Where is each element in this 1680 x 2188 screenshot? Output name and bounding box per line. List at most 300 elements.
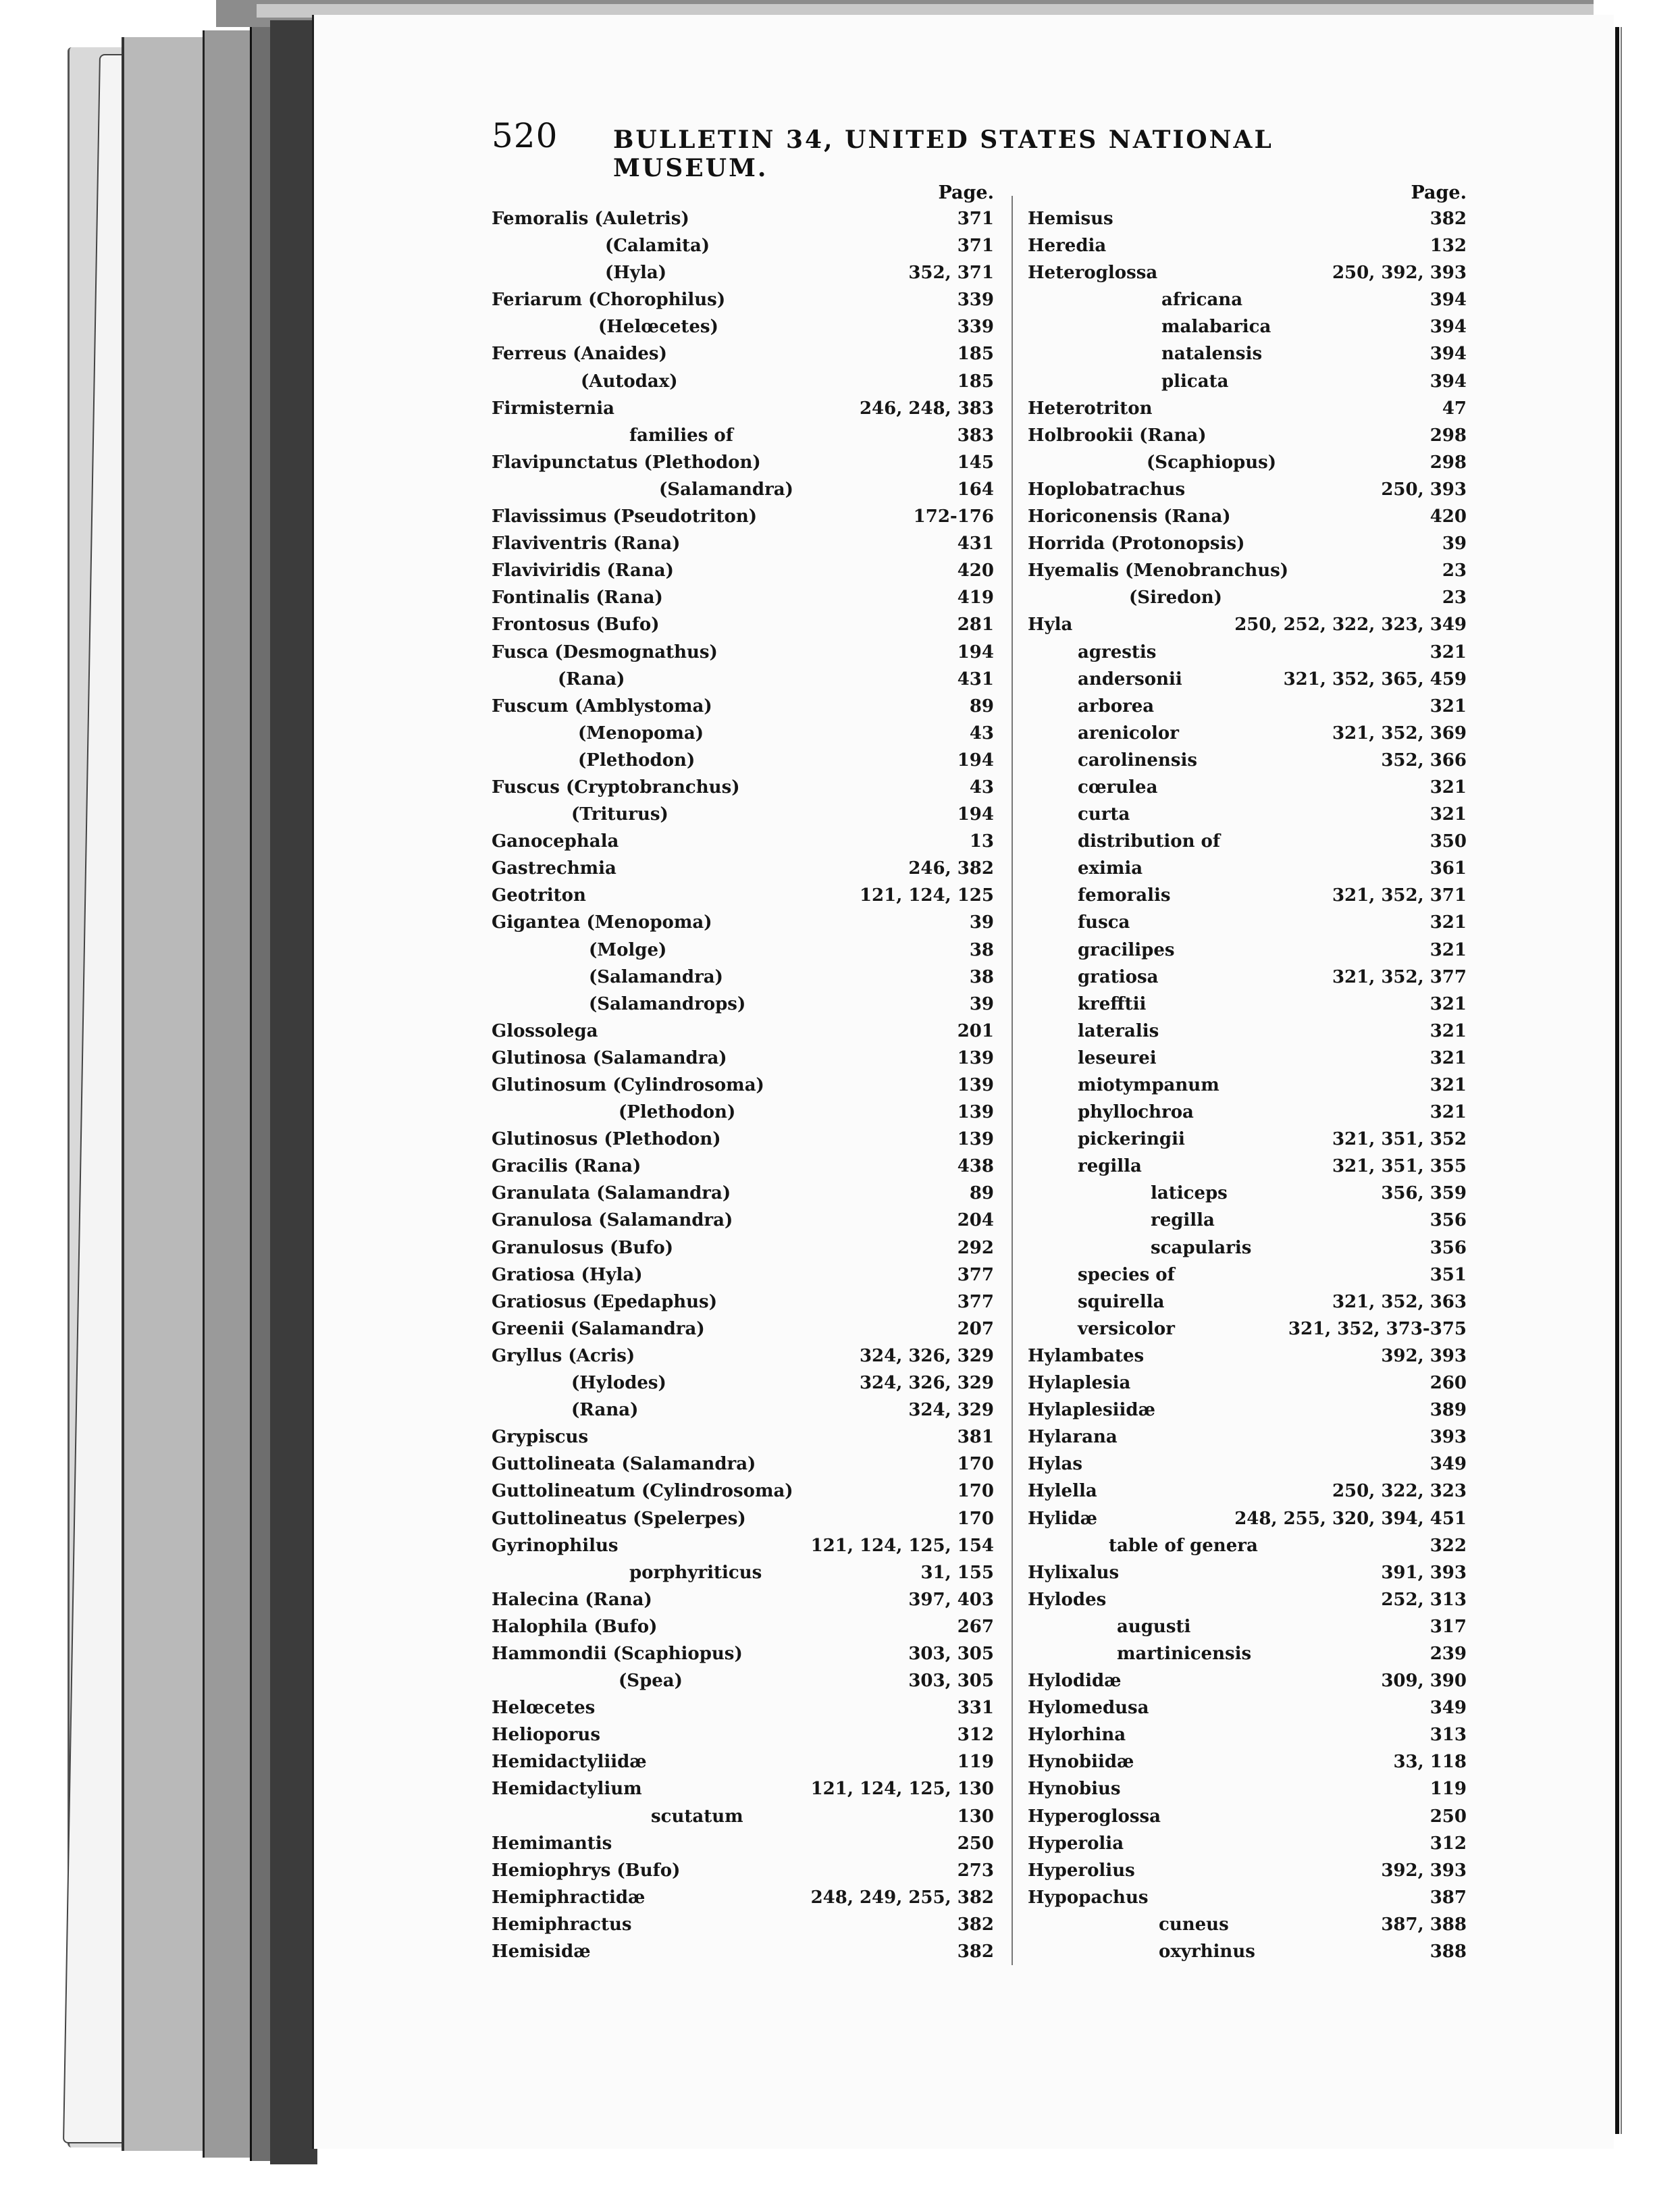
index-entry bbox=[492, 1803, 994, 1830]
index-entry bbox=[1028, 1180, 1467, 1207]
index-term: Glossolega bbox=[492, 1018, 604, 1045]
index-entry bbox=[492, 1586, 994, 1613]
page-reference: 303, 305 bbox=[904, 1667, 994, 1694]
page-reference: 139 bbox=[953, 1126, 994, 1153]
page-reference: 339 bbox=[953, 313, 994, 340]
page-reference: 321, 352, 377 bbox=[1328, 964, 1467, 991]
dot-leader bbox=[1236, 503, 1423, 530]
dot-leader bbox=[685, 1857, 951, 1884]
page-reference: 194 bbox=[953, 747, 994, 774]
dot-leader bbox=[652, 1748, 951, 1775]
index-term: Gyrinophilus bbox=[492, 1532, 624, 1559]
index-entry bbox=[492, 1694, 994, 1721]
page-reference: 382 bbox=[953, 1911, 994, 1938]
dot-leader bbox=[1119, 205, 1423, 232]
dot-leader bbox=[644, 1397, 901, 1424]
index-entry bbox=[1028, 1234, 1467, 1261]
index-entry bbox=[492, 1045, 994, 1072]
dot-leader bbox=[596, 1938, 951, 1965]
index-term: Hylidæ bbox=[1028, 1505, 1103, 1532]
dot-leader bbox=[648, 1775, 804, 1802]
page-reference: 321, 351, 352 bbox=[1328, 1126, 1467, 1153]
index-term: augusti bbox=[1117, 1613, 1196, 1640]
dot-leader bbox=[658, 1586, 901, 1613]
dot-leader bbox=[1180, 1261, 1423, 1288]
page-reference: 377 bbox=[953, 1261, 994, 1288]
index-term: (Triturus) bbox=[571, 801, 674, 828]
dot-leader bbox=[718, 693, 963, 720]
dot-leader bbox=[592, 882, 853, 909]
dot-leader bbox=[709, 720, 963, 747]
dot-leader bbox=[1199, 1099, 1423, 1126]
index-term: Flaviventris (Rana) bbox=[492, 530, 685, 557]
page-reference: 387 bbox=[1426, 1884, 1467, 1911]
index-term: fusca bbox=[1078, 909, 1135, 936]
index-entry bbox=[1028, 639, 1467, 666]
index-entry bbox=[1028, 1857, 1467, 1884]
dot-leader bbox=[1234, 368, 1423, 395]
index-entry bbox=[492, 313, 994, 340]
dot-leader bbox=[799, 476, 951, 503]
index-entry bbox=[492, 1018, 994, 1045]
index-entry bbox=[1028, 1478, 1467, 1505]
index-term: Geotriton bbox=[492, 882, 592, 909]
page-reference: 352, 371 bbox=[904, 259, 994, 286]
index-entry bbox=[492, 232, 994, 259]
page-reference: 371 bbox=[953, 205, 994, 232]
index-entry bbox=[492, 720, 994, 747]
index-term: distribution of bbox=[1078, 828, 1226, 855]
dot-leader bbox=[1190, 476, 1374, 503]
page-reference: 246, 248, 383 bbox=[856, 395, 994, 422]
dot-leader bbox=[637, 1911, 951, 1938]
page-reference: 38 bbox=[966, 937, 994, 964]
page-reference: 139 bbox=[953, 1072, 994, 1099]
index-term: africana bbox=[1161, 286, 1248, 313]
index-entry bbox=[492, 747, 994, 774]
page-number: 520 bbox=[492, 116, 558, 155]
page-reference: 420 bbox=[1426, 503, 1467, 530]
index-entry bbox=[1028, 801, 1467, 828]
dot-leader bbox=[1163, 259, 1325, 286]
index-term: (Menopoma) bbox=[578, 720, 709, 747]
dot-leader bbox=[1261, 1938, 1423, 1965]
index-term: lateralis bbox=[1078, 1018, 1164, 1045]
index-entry bbox=[1028, 1748, 1467, 1775]
index-term: (Calamita) bbox=[605, 232, 715, 259]
index-entry bbox=[1028, 937, 1467, 964]
index-term: Helœcetes bbox=[492, 1694, 600, 1721]
page-reference: 381 bbox=[953, 1424, 994, 1451]
page-reference: 383 bbox=[953, 422, 994, 449]
page-reference: 420 bbox=[953, 557, 994, 584]
dot-leader bbox=[724, 313, 951, 340]
dot-leader bbox=[662, 1613, 951, 1640]
index-entry bbox=[492, 1532, 994, 1559]
dot-leader bbox=[622, 855, 901, 882]
dot-leader bbox=[1148, 855, 1423, 882]
index-term: Hylaplesia bbox=[1028, 1370, 1136, 1397]
dot-leader bbox=[1263, 1532, 1423, 1559]
index-term: (Salamandrops) bbox=[589, 991, 751, 1018]
index-entry bbox=[492, 1884, 994, 1911]
dot-leader bbox=[1294, 557, 1436, 584]
index-entry bbox=[492, 937, 994, 964]
dot-leader bbox=[1158, 395, 1436, 422]
index-term: carolinensis bbox=[1078, 747, 1203, 774]
index-term: arborea bbox=[1078, 693, 1159, 720]
index-term: Hammondii (Scaphiopus) bbox=[492, 1640, 748, 1667]
page-reference: 119 bbox=[953, 1748, 994, 1775]
index-term: (Helœcetes) bbox=[598, 313, 724, 340]
index-entry bbox=[1028, 1640, 1467, 1667]
index-term: porphyriticus bbox=[629, 1559, 767, 1586]
dot-leader bbox=[1164, 1018, 1423, 1045]
index-term: Hylodes bbox=[1028, 1586, 1111, 1613]
page-reference: 387, 388 bbox=[1377, 1911, 1467, 1938]
page-reference: 388 bbox=[1426, 1938, 1467, 1965]
index-term: Hynobius bbox=[1028, 1775, 1126, 1802]
index-entry bbox=[492, 1316, 994, 1343]
dot-leader bbox=[1111, 232, 1423, 259]
index-entry bbox=[1028, 1830, 1467, 1857]
index-entry bbox=[492, 1397, 994, 1424]
dot-leader bbox=[767, 1559, 914, 1586]
dot-leader bbox=[1188, 666, 1277, 693]
dot-leader bbox=[1180, 1316, 1282, 1343]
dot-leader bbox=[718, 909, 963, 936]
page-reference: 389 bbox=[1426, 1397, 1467, 1424]
index-entry bbox=[492, 1424, 994, 1451]
page-reference: 207 bbox=[953, 1316, 994, 1343]
index-term: scutatum bbox=[651, 1803, 749, 1830]
page-reference: 324, 326, 329 bbox=[856, 1343, 994, 1370]
page-reference: 394 bbox=[1426, 313, 1467, 340]
index-entry bbox=[492, 1911, 994, 1938]
dot-leader bbox=[1257, 1640, 1423, 1667]
dot-leader bbox=[731, 286, 951, 313]
dot-leader bbox=[1136, 1370, 1423, 1397]
dot-leader bbox=[650, 1884, 804, 1911]
dot-leader bbox=[1196, 1613, 1423, 1640]
index-term: Hemidactylium bbox=[492, 1775, 648, 1802]
page-reference: 132 bbox=[1426, 232, 1467, 259]
index-term: eximia bbox=[1078, 855, 1148, 882]
index-entry bbox=[492, 1343, 994, 1370]
dot-leader bbox=[1126, 1667, 1374, 1694]
page-reference: 312 bbox=[1426, 1830, 1467, 1857]
index-entry bbox=[492, 1721, 994, 1748]
page-reference: 298 bbox=[1426, 449, 1467, 476]
index-term: malabarica bbox=[1161, 313, 1276, 340]
dot-leader bbox=[723, 1288, 951, 1316]
dot-leader bbox=[752, 1505, 951, 1532]
dot-leader bbox=[1124, 1559, 1374, 1586]
page-reference: 89 bbox=[966, 1180, 994, 1207]
index-entry bbox=[492, 340, 994, 367]
index-entry bbox=[1028, 1099, 1467, 1126]
page-reference: 194 bbox=[953, 801, 994, 828]
page-reference: 252, 313 bbox=[1377, 1586, 1467, 1613]
dot-leader bbox=[1190, 1126, 1325, 1153]
index-term: regilla bbox=[1151, 1207, 1220, 1234]
index-term: Gigantea (Menopoma) bbox=[492, 909, 718, 936]
index-term: Hemisus bbox=[1028, 205, 1119, 232]
index-term: miotympanum bbox=[1078, 1072, 1225, 1099]
index-entry bbox=[1028, 1559, 1467, 1586]
index-entry bbox=[492, 1938, 994, 1965]
index-entry bbox=[492, 639, 994, 666]
index-entry bbox=[1028, 693, 1467, 720]
index-entry bbox=[1028, 747, 1467, 774]
dot-leader bbox=[1257, 1234, 1423, 1261]
index-term: Grypiscus bbox=[492, 1424, 594, 1451]
dot-leader bbox=[1129, 1830, 1423, 1857]
index-entry bbox=[492, 774, 994, 801]
dot-leader bbox=[1226, 828, 1423, 855]
index-entry bbox=[1028, 855, 1467, 882]
index-term: Hylixalus bbox=[1028, 1559, 1124, 1586]
index-entry bbox=[1028, 611, 1467, 638]
page-reference: 321 bbox=[1426, 1018, 1467, 1045]
index-entry bbox=[492, 395, 994, 422]
dot-leader bbox=[1154, 1884, 1423, 1911]
page-reference: 23 bbox=[1438, 584, 1467, 611]
index-entry bbox=[1028, 1451, 1467, 1478]
dot-leader bbox=[688, 1667, 901, 1694]
dot-leader bbox=[1212, 422, 1423, 449]
index-term: Hylorhina bbox=[1028, 1721, 1131, 1748]
page-reference: 119 bbox=[1426, 1775, 1467, 1802]
index-entry bbox=[1028, 340, 1467, 367]
index-entry bbox=[1028, 1911, 1467, 1938]
page-reference: 201 bbox=[953, 1018, 994, 1045]
page-reference: 317 bbox=[1426, 1613, 1467, 1640]
index-term: regilla bbox=[1078, 1153, 1147, 1180]
index-entry bbox=[1028, 964, 1467, 991]
index-entry bbox=[492, 1613, 994, 1640]
page-reference: 33, 118 bbox=[1389, 1748, 1467, 1775]
dot-leader bbox=[1155, 1694, 1423, 1721]
index-term: Hemiphractidæ bbox=[492, 1884, 650, 1911]
index-term: Heredia bbox=[1028, 232, 1111, 259]
index-term: Hyperolius bbox=[1028, 1857, 1140, 1884]
page-reference: 250 bbox=[1426, 1803, 1467, 1830]
index-term: (Salamandra) bbox=[659, 476, 799, 503]
index-entry bbox=[492, 422, 994, 449]
page-reference: 339 bbox=[953, 286, 994, 313]
index-entry bbox=[492, 1640, 994, 1667]
index-entry bbox=[492, 368, 994, 395]
index-term: leseurei bbox=[1078, 1045, 1162, 1072]
page-reference: 431 bbox=[953, 530, 994, 557]
index-term: natalensis bbox=[1161, 340, 1267, 367]
index-entry bbox=[1028, 368, 1467, 395]
index-entry bbox=[492, 991, 994, 1018]
index-entry bbox=[1028, 1424, 1467, 1451]
index-term: families of bbox=[629, 422, 739, 449]
index-term: Ferreus (Anaides) bbox=[492, 340, 673, 367]
dot-leader bbox=[749, 1803, 951, 1830]
dot-leader bbox=[739, 422, 951, 449]
dot-leader bbox=[630, 666, 951, 693]
page-reference: 382 bbox=[953, 1938, 994, 1965]
page-reference: 322 bbox=[1426, 1532, 1467, 1559]
dot-leader bbox=[1220, 1207, 1423, 1234]
index-entry bbox=[1028, 1721, 1467, 1748]
dot-leader bbox=[733, 1045, 951, 1072]
dot-leader bbox=[1176, 882, 1325, 909]
page-reference: 331 bbox=[953, 1694, 994, 1721]
index-entry bbox=[1028, 449, 1467, 476]
header-title: BULLETIN 34, UNITED STATES NATIONAL MUSEUM. bbox=[613, 126, 1274, 182]
page-reference: 394 bbox=[1426, 286, 1467, 313]
index-term: Heterotriton bbox=[1028, 395, 1158, 422]
page-reference: 419 bbox=[953, 584, 994, 611]
index-term: scapularis bbox=[1151, 1234, 1257, 1261]
page-reference: 139 bbox=[953, 1045, 994, 1072]
page-reference: 39 bbox=[1438, 530, 1467, 557]
page-reference: 43 bbox=[966, 774, 994, 801]
dot-leader bbox=[1248, 286, 1423, 313]
index-term: Glutinosum (Cylindrosoma) bbox=[492, 1072, 770, 1099]
index-term: Helioporus bbox=[492, 1721, 606, 1748]
index-entry bbox=[1028, 205, 1467, 232]
index-entry bbox=[492, 693, 994, 720]
dot-leader bbox=[1151, 991, 1423, 1018]
page-reference: 170 bbox=[953, 1478, 994, 1505]
page-reference: 321 bbox=[1426, 639, 1467, 666]
index-term: (Hyla) bbox=[605, 259, 672, 286]
index-entry bbox=[492, 1370, 994, 1397]
index-entry bbox=[492, 882, 994, 909]
dot-leader bbox=[672, 1370, 853, 1397]
page-reference: 377 bbox=[953, 1288, 994, 1316]
dot-leader bbox=[673, 340, 951, 367]
dot-leader bbox=[1203, 747, 1374, 774]
index-term: Heteroglossa bbox=[1028, 259, 1163, 286]
index-term: Frontosus (Bufo) bbox=[492, 611, 665, 638]
column-heading-page: Page. bbox=[1411, 182, 1467, 203]
dot-leader bbox=[1250, 530, 1436, 557]
index-entry bbox=[1028, 882, 1467, 909]
index-term: Fontinalis (Rana) bbox=[492, 584, 668, 611]
index-entry bbox=[492, 259, 994, 286]
dot-leader bbox=[727, 1126, 951, 1153]
page-reference: 352, 366 bbox=[1377, 747, 1467, 774]
index-term: Halecina (Rana) bbox=[492, 1586, 658, 1613]
index-entry bbox=[1028, 1072, 1467, 1099]
index-entry bbox=[492, 1126, 994, 1153]
index-term: phyllochroa bbox=[1078, 1099, 1199, 1126]
index-term: (Scaphiopus) bbox=[1147, 449, 1282, 476]
index-term: cœrulea bbox=[1078, 774, 1163, 801]
page-reference: 309, 390 bbox=[1377, 1667, 1467, 1694]
index-term: Hylodidæ bbox=[1028, 1667, 1126, 1694]
page-reference: 170 bbox=[953, 1505, 994, 1532]
index-entry bbox=[492, 1180, 994, 1207]
page-reference: 246, 382 bbox=[904, 855, 994, 882]
index-term: andersonii bbox=[1078, 666, 1188, 693]
dot-leader bbox=[770, 1072, 951, 1099]
page-reference: 321 bbox=[1426, 693, 1467, 720]
index-term: Hemidactyliidæ bbox=[492, 1748, 652, 1775]
dot-leader bbox=[1159, 693, 1423, 720]
page-reference: 281 bbox=[953, 611, 994, 638]
page-reference: 313 bbox=[1426, 1721, 1467, 1748]
page-reference: 194 bbox=[953, 639, 994, 666]
page-reference: 351 bbox=[1426, 1261, 1467, 1288]
index-term: Fuscus (Cryptobranchus) bbox=[492, 774, 745, 801]
index-entry bbox=[492, 476, 994, 503]
dot-leader bbox=[640, 1343, 853, 1370]
page-reference: 321, 352, 363 bbox=[1328, 1288, 1467, 1316]
dot-leader bbox=[766, 449, 951, 476]
index-entry bbox=[492, 1234, 994, 1261]
page-reference: 185 bbox=[953, 368, 994, 395]
index-term: femoralis bbox=[1078, 882, 1176, 909]
index-entry bbox=[1028, 1261, 1467, 1288]
dot-leader bbox=[1103, 1505, 1228, 1532]
index-term: table of genera bbox=[1109, 1532, 1263, 1559]
page-reference: 248, 249, 255, 382 bbox=[807, 1884, 994, 1911]
page-reference: 324, 329 bbox=[904, 1397, 994, 1424]
index-entry bbox=[1028, 666, 1467, 693]
dot-leader bbox=[1103, 1478, 1325, 1505]
dot-leader bbox=[1282, 449, 1423, 476]
index-entry bbox=[1028, 991, 1467, 1018]
page-reference: 39 bbox=[966, 991, 994, 1018]
dot-leader bbox=[762, 503, 907, 530]
index-entry bbox=[492, 530, 994, 557]
index-entry bbox=[1028, 1532, 1467, 1559]
index-entry bbox=[1028, 395, 1467, 422]
index-term: Hyperoglossa bbox=[1028, 1803, 1166, 1830]
dot-leader bbox=[1233, 1180, 1374, 1207]
dot-leader bbox=[799, 1478, 951, 1505]
page-reference: 121, 124, 125, 130 bbox=[807, 1775, 994, 1802]
index-term: Fuscum (Amblystoma) bbox=[492, 693, 718, 720]
index-term: Hypopachus bbox=[1028, 1884, 1154, 1911]
dot-leader bbox=[1078, 611, 1228, 638]
index-entry bbox=[492, 1559, 994, 1586]
index-entry bbox=[1028, 286, 1467, 313]
page-reference: 170 bbox=[953, 1451, 994, 1478]
index-entry bbox=[492, 855, 994, 882]
page-reference: 431 bbox=[953, 666, 994, 693]
dot-leader bbox=[1135, 909, 1423, 936]
index-entry bbox=[492, 503, 994, 530]
page-reference: 31, 155 bbox=[916, 1559, 994, 1586]
dot-leader bbox=[1131, 1721, 1423, 1748]
page-reference: 121, 124, 125, 154 bbox=[807, 1532, 994, 1559]
index-entry bbox=[1028, 1316, 1467, 1343]
page-reference: 23 bbox=[1438, 557, 1467, 584]
dot-leader bbox=[1088, 1451, 1423, 1478]
index-term: Greenii (Salamandra) bbox=[492, 1316, 710, 1343]
index-entry bbox=[492, 1748, 994, 1775]
dot-leader bbox=[604, 1018, 951, 1045]
column-divider bbox=[1012, 196, 1013, 1965]
dot-leader bbox=[600, 1694, 951, 1721]
page-reference: 250, 322, 323 bbox=[1328, 1478, 1467, 1505]
index-entry bbox=[1028, 313, 1467, 340]
index-term: curta bbox=[1078, 801, 1135, 828]
index-term: agrestis bbox=[1078, 639, 1161, 666]
index-list-left bbox=[492, 205, 994, 1965]
page-reference: 121, 124, 125 bbox=[856, 882, 994, 909]
dot-leader bbox=[1126, 1775, 1423, 1802]
